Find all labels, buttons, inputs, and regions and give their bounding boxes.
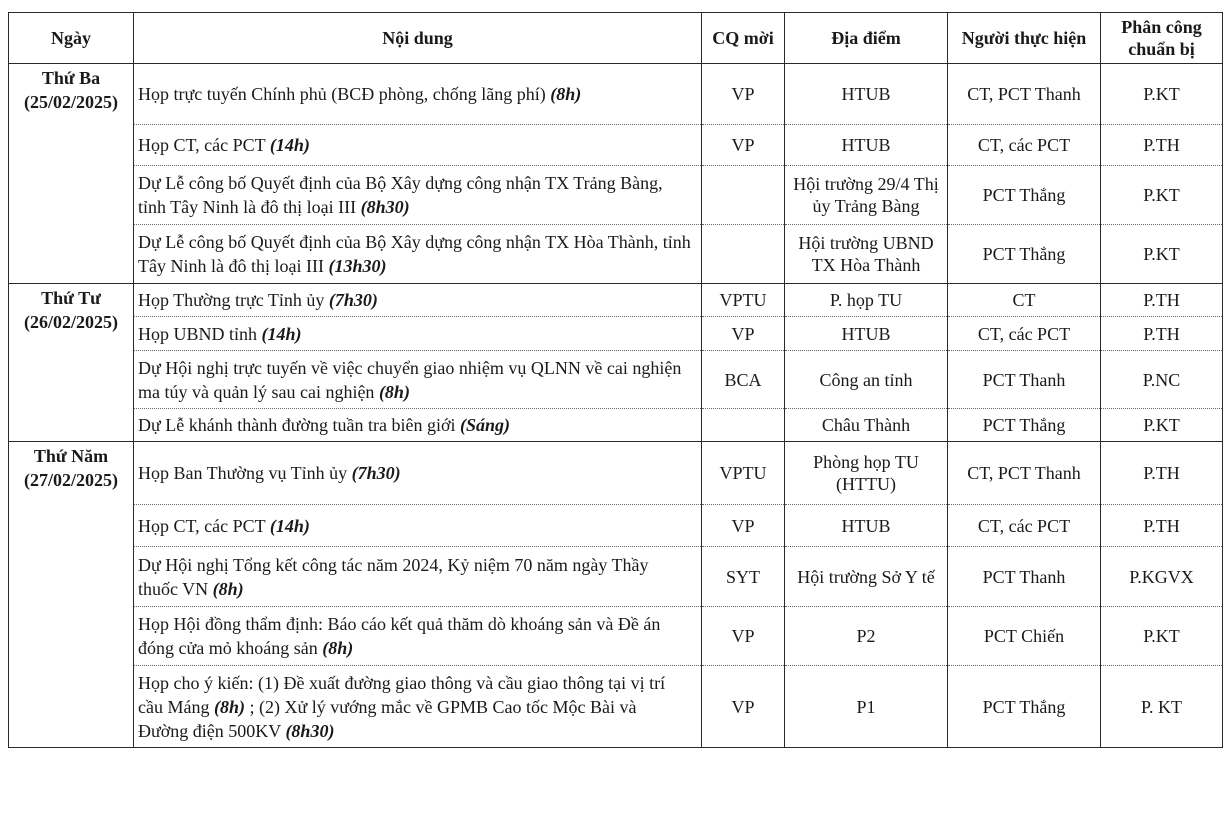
header-assign: Phân công chuẩn bị — [1101, 13, 1223, 64]
inviter-cell: VP — [702, 607, 785, 666]
content-text: Dự Hội nghị Tổng kết công tác năm 2024, Kỷ niệm 70 năm ngày Thầy thuốc VN — [138, 554, 649, 599]
day-cell — [9, 284, 134, 442]
content-cell — [134, 64, 702, 125]
assign-cell: P.KT — [1101, 64, 1223, 125]
executor-cell: CT, các PCT — [948, 505, 1101, 547]
executor-cell: PCT Chiến — [948, 607, 1101, 666]
content-text: Họp CT, các PCT — [138, 135, 266, 155]
executor-cell: CT, PCT Thanh — [948, 64, 1101, 125]
inviter-cell: VP — [702, 666, 785, 748]
content-time: (14h) — [261, 323, 302, 344]
day-name: Thứ Tư — [41, 288, 101, 308]
content-cell — [134, 409, 702, 442]
executor-cell: CT, các PCT — [948, 317, 1101, 351]
inviter-cell: SYT — [702, 547, 785, 607]
content-time: (8h) — [322, 638, 354, 658]
content-cell — [134, 607, 702, 666]
table-row — [9, 505, 1223, 547]
table-row — [9, 409, 1223, 442]
executor-cell: CT, PCT Thanh — [948, 442, 1101, 505]
day-date: (25/02/2025) — [24, 92, 118, 112]
content-cell — [134, 666, 702, 748]
content-cell — [134, 125, 702, 166]
executor-cell: PCT Thắng — [948, 166, 1101, 225]
table-row — [9, 125, 1223, 166]
assign-cell: P.TH — [1101, 284, 1223, 317]
location-cell: P2 — [785, 607, 948, 666]
header-inviter: CQ mời — [702, 13, 785, 64]
header-day: Ngày — [9, 13, 134, 64]
assign-cell: P.TH — [1101, 125, 1223, 166]
content-time: (8h30) — [360, 197, 410, 217]
schedule-body — [9, 64, 1223, 748]
inviter-cell: VPTU — [702, 442, 785, 505]
content-text: Họp Thường trực Tỉnh ủy — [138, 290, 325, 310]
content-cell — [134, 317, 702, 351]
day-date: (27/02/2025) — [24, 470, 118, 490]
day-name: Thứ Ba — [41, 68, 101, 88]
content-text: Họp UBND tỉnh — [138, 323, 258, 344]
table-row — [9, 607, 1223, 666]
content-time-2: (8h30) — [285, 720, 335, 741]
content-time: (13h30) — [328, 256, 387, 276]
content-text: Dự Lễ công bố Quyết định của Bộ Xây dựng công nhận TX Trảng Bàng, tỉnh Tây Ninh là đô thị loại III — [138, 173, 663, 217]
day-cell — [9, 64, 134, 284]
content-cell — [134, 351, 702, 409]
executor-cell: PCT Thanh — [948, 547, 1101, 607]
content-time: (7h30) — [351, 463, 401, 483]
table-row — [9, 225, 1223, 284]
location-cell: HTUB — [785, 125, 948, 166]
executor-cell: PCT Thắng — [948, 225, 1101, 284]
schedule-page — [8, 12, 1222, 748]
assign-cell: P.KT — [1101, 607, 1223, 666]
table-row — [9, 64, 1223, 125]
assign-cell: P. KT — [1101, 666, 1223, 748]
location-cell: Hội trường 29/4 Thị ủy Trảng Bàng — [785, 166, 948, 225]
assign-cell: P.TH — [1101, 442, 1223, 505]
table-row — [9, 284, 1223, 317]
content-cell — [134, 442, 702, 505]
location-cell: Hội trường UBND TX Hòa Thành — [785, 225, 948, 284]
content-text: Họp cho ý kiến: (1) Đề xuất đường giao thông và cầu giao thông tại vị trí cầu Máng — [138, 672, 666, 717]
executor-cell: PCT Thắng — [948, 666, 1101, 748]
location-cell: Hội trường Sở Y tế — [785, 547, 948, 607]
executor-cell: CT — [948, 284, 1101, 317]
content-cell — [134, 166, 702, 225]
content-time: (8h) — [212, 578, 244, 599]
location-cell: Phòng họp TU (HTTU) — [785, 442, 948, 505]
location-cell: P. họp TU — [785, 284, 948, 317]
inviter-cell: VPTU — [702, 284, 785, 317]
inviter-cell: VP — [702, 125, 785, 166]
table-row — [9, 351, 1223, 409]
content-text: Họp Hội đồng thẩm định: Báo cáo kết quả thăm dò khoáng sản và Đề án đóng cửa mỏ khoáng sản — [138, 614, 661, 658]
table-row — [9, 666, 1223, 748]
content-text: Dự Lễ khánh thành đường tuần tra biên giới — [138, 415, 456, 435]
location-cell: P1 — [785, 666, 948, 748]
location-cell: HTUB — [785, 64, 948, 125]
inviter-cell: BCA — [702, 351, 785, 409]
header-executor: Người thực hiện — [948, 13, 1101, 64]
assign-cell: P.KT — [1101, 409, 1223, 442]
content-text-2: ; (2) Xử lý vướng mắc về GPMB Cao tốc Mộc Bài và Đường điện 500KV — [138, 696, 637, 741]
content-cell — [134, 547, 702, 607]
header-content: Nội dung — [134, 13, 702, 64]
location-cell: Công an tỉnh — [785, 351, 948, 409]
executor-cell: CT, các PCT — [948, 125, 1101, 166]
table-row — [9, 166, 1223, 225]
content-cell — [134, 284, 702, 317]
content-cell — [134, 225, 702, 284]
assign-cell: P.KT — [1101, 225, 1223, 284]
day-cell — [9, 442, 134, 748]
content-text: Họp Ban Thường vụ Tỉnh ủy — [138, 463, 348, 483]
inviter-cell: VP — [702, 505, 785, 547]
content-text: Dự Hội nghị trực tuyến về việc chuyển giao nhiệm vụ QLNN về cai nghiện ma túy và quản lý sau cai nghiện — [138, 357, 682, 402]
assign-cell: P.TH — [1101, 505, 1223, 547]
assign-cell: P.TH — [1101, 317, 1223, 351]
table-row — [9, 547, 1223, 607]
inviter-cell — [702, 166, 785, 225]
assign-cell: P.KT — [1101, 166, 1223, 225]
day-name: Thứ Năm — [33, 446, 109, 466]
schedule-table — [8, 12, 1223, 748]
content-time: (8h) — [550, 84, 582, 104]
executor-cell: PCT Thanh — [948, 351, 1101, 409]
content-text: Dự Lễ công bố Quyết định của Bộ Xây dựng công nhận TX Hòa Thành, tỉnh Tây Ninh là đô thị loại III — [138, 232, 691, 276]
inviter-cell — [702, 409, 785, 442]
content-time: (7h30) — [328, 290, 378, 310]
table-row — [9, 317, 1223, 351]
inviter-cell: VP — [702, 317, 785, 351]
location-cell: Châu Thành — [785, 409, 948, 442]
content-text: Họp CT, các PCT — [138, 515, 266, 536]
inviter-cell — [702, 225, 785, 284]
executor-cell: PCT Thắng — [948, 409, 1101, 442]
content-time: (14h) — [269, 135, 310, 155]
header-location: Địa điểm — [785, 13, 948, 64]
content-time: (8h) — [213, 696, 245, 717]
location-cell: HTUB — [785, 505, 948, 547]
location-cell: HTUB — [785, 317, 948, 351]
content-cell — [134, 505, 702, 547]
content-time: (14h) — [269, 515, 310, 536]
content-time: (8h) — [378, 381, 410, 402]
content-time: (Sáng) — [459, 415, 510, 435]
assign-cell: P.KGVX — [1101, 547, 1223, 607]
day-date: (26/02/2025) — [24, 312, 118, 332]
inviter-cell: VP — [702, 64, 785, 125]
table-row — [9, 442, 1223, 505]
assign-cell: P.NC — [1101, 351, 1223, 409]
content-text: Họp trực tuyến Chính phủ (BCĐ phòng, chống lãng phí) — [138, 84, 546, 104]
table-header-row — [9, 13, 1223, 64]
